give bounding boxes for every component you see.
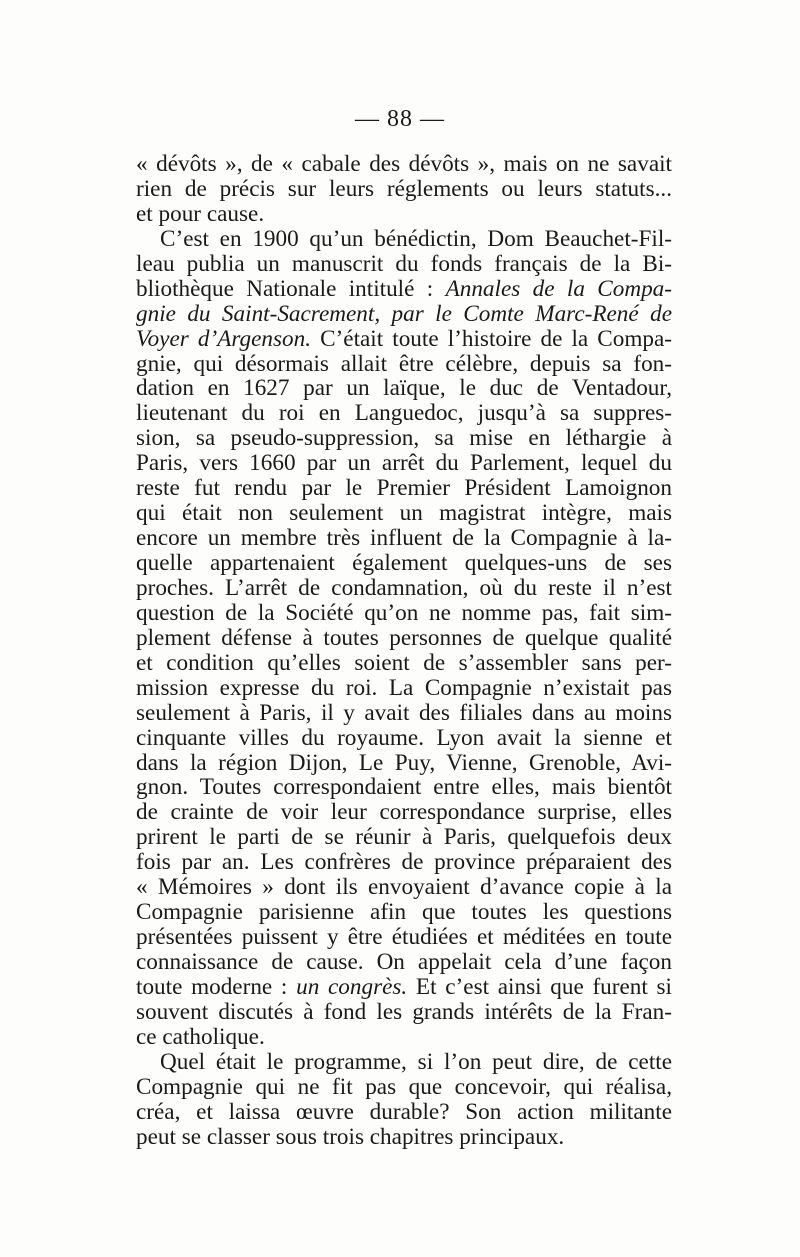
text-line xyxy=(136,426,672,451)
text-line xyxy=(136,302,672,327)
text-segment: Paris, vers 1660 par un arrêt du Parlement, lequel du xyxy=(136,450,672,477)
text-segment: qui était non seulement un magistrat intègre, mais xyxy=(136,500,672,527)
text-line xyxy=(136,701,672,726)
text-segment: C’était toute l’histoire de la Compa- xyxy=(311,325,672,352)
text-line xyxy=(136,751,672,776)
text-line xyxy=(136,601,672,626)
text-line xyxy=(136,451,672,476)
text-line xyxy=(136,227,672,252)
text-segment: prirent le parti de se réunir à Paris, quelquefois deux xyxy=(136,824,672,851)
text-segment: gnie, qui désormais allait être célèbre, depuis sa fon- xyxy=(136,350,672,377)
text-line xyxy=(136,925,672,950)
text-segment: ce catholique. xyxy=(136,1023,265,1050)
text-line xyxy=(136,551,672,576)
text-segment: connaissance de cause. On appelait cela d’une façon xyxy=(136,949,672,975)
page-number: — 88 — xyxy=(355,106,445,132)
text-line xyxy=(136,1025,672,1050)
text-segment: seulement à Paris, il y avait des filiales dans au moins xyxy=(136,699,672,726)
text-line xyxy=(136,576,672,601)
text-segment: encore un membre très influent de la Compagnie à la- xyxy=(136,525,672,552)
text-line xyxy=(136,501,672,526)
text-line xyxy=(136,177,672,202)
text-segment: plement défense à toutes personnes de quelque qualité xyxy=(136,624,672,651)
text-line xyxy=(136,975,672,1000)
text-line xyxy=(136,1100,672,1125)
italic-title-segment: Annales de la Compa- xyxy=(445,275,672,302)
text-line xyxy=(136,252,672,277)
text-segment: lieutenant du roi en Languedoc, jusqu’à sa suppres- xyxy=(136,400,672,427)
text-segment: Et c’est ainsi que furent si xyxy=(407,973,673,1000)
italic-title-segment: gnie du Saint-Sacrement, par le Comte Marc-René de xyxy=(136,300,672,327)
text-line xyxy=(136,1000,672,1025)
text-segment: gnon. Toutes correspondaient entre elles, mais bientôt xyxy=(136,774,672,801)
text-line xyxy=(136,875,672,900)
text-segment: « Mémoires » dont ils envoyaient d’avance copie à la xyxy=(136,874,672,901)
text-segment: cinquante villes du royaume. Lyon avait la sienne et xyxy=(136,724,672,751)
text-line xyxy=(136,850,672,875)
text-line xyxy=(136,726,672,751)
text-segment: dans la région Dijon, Le Puy, Vienne, Grenoble, Avi- xyxy=(136,749,672,776)
text-line xyxy=(136,152,672,177)
text-line xyxy=(136,825,672,850)
text-segment: fois par an. Les confrères de province préparaient des xyxy=(136,849,672,876)
text-segment: peut se classer sous trois chapitres principaux. xyxy=(136,1123,565,1150)
text-segment: créa, et laissa œuvre durable? Son action militante xyxy=(136,1098,672,1125)
text-segment: Quel était le programme, si l’on peut dire, de cette xyxy=(160,1048,672,1075)
text-segment: souvent discutés à fond les grands intérêts de la Fran- xyxy=(136,998,672,1025)
text-segment: bliothèque Nationale intitulé : xyxy=(136,275,446,302)
text-line xyxy=(136,277,672,302)
text-segment: « dévôts », de « cabale des dévôts », mais on ne savait xyxy=(136,151,672,177)
text-line xyxy=(136,775,672,800)
text-segment: sion, sa pseudo-suppression, sa mise en léthargie à xyxy=(136,425,672,452)
text-segment: C’est en 1900 qu’un bénédictin, Dom Beauchet-Fil- xyxy=(160,225,672,252)
italic-title-segment: Voyer d’Argenson. xyxy=(136,325,312,352)
text-line xyxy=(136,1075,672,1100)
text-line xyxy=(136,900,672,925)
text-segment: présentées puissent y être étudiées et méditées en toute xyxy=(136,924,672,951)
text-line xyxy=(136,676,672,701)
text-segment: reste fut rendu par le Premier Président Lamoignon xyxy=(136,475,672,502)
text-segment: quelle appartenaient également quelques-uns de ses xyxy=(136,550,672,576)
italic-title-segment: un congrès. xyxy=(296,973,408,1000)
text-segment: leau publia un manuscrit du fonds français de la Bi- xyxy=(136,250,672,277)
text-line xyxy=(136,1050,672,1075)
text-line xyxy=(136,352,672,377)
text-segment: rien de précis sur leurs réglements ou leurs statuts... xyxy=(136,175,672,202)
text-line xyxy=(136,800,672,825)
text-segment: Compagnie qui ne fit pas que concevoir, qui réalisa, xyxy=(136,1073,672,1100)
text-line xyxy=(136,327,672,352)
text-line xyxy=(136,651,672,676)
text-line xyxy=(136,526,672,551)
text-segment: dation en 1627 par un laïque, le duc de Ventadour, xyxy=(136,375,672,402)
text-segment: et condition qu’elles soient de s’assembler sans per- xyxy=(136,649,672,676)
text-segment: de crainte de voir leur correspondance surprise, elles xyxy=(136,799,672,826)
text-line xyxy=(136,626,672,651)
text-segment: proches. L’arrêt de condamnation, où du reste il n’est xyxy=(136,574,672,601)
text-line xyxy=(136,401,672,426)
text-segment: et pour cause. xyxy=(136,200,265,227)
body-text xyxy=(136,152,672,1150)
text-segment: Compagnie parisienne afin que toutes les questions xyxy=(136,899,672,926)
text-line xyxy=(136,1125,672,1150)
text-segment: mission expresse du roi. La Compagnie n’existait pas xyxy=(136,674,672,701)
text-line xyxy=(136,376,672,401)
text-line xyxy=(136,950,672,975)
text-line xyxy=(136,202,672,227)
text-segment: toute moderne : xyxy=(136,973,297,1000)
text-line xyxy=(136,476,672,501)
text-segment: question de la Société qu’on ne nomme pas, fait sim- xyxy=(136,599,672,626)
